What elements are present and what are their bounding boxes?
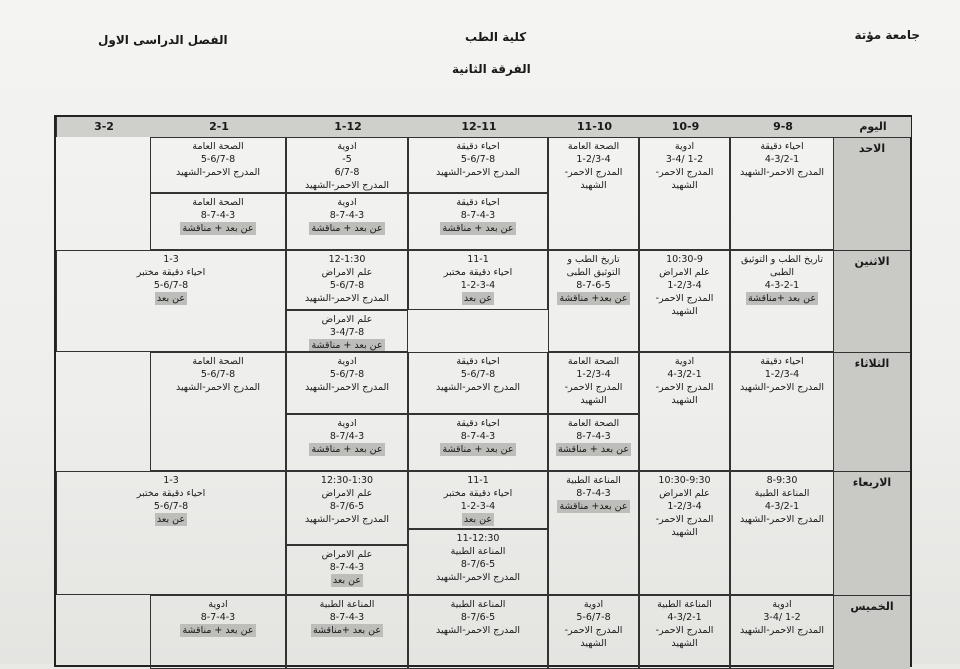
cell-line: المناعة الطبية [754, 488, 810, 499]
cell-line: الصحة العامة [192, 141, 244, 152]
column-header: 11-10 [548, 117, 640, 137]
cell-line: 1-2 /3-4 [665, 154, 704, 165]
cell-line: المدرج الاحمر-الشهيد [435, 382, 521, 393]
day-label: الثلاثاء [834, 352, 910, 471]
cell-line: المدرج الاحمر-الشهيد [304, 514, 390, 525]
cell-line: عن بعد [463, 293, 493, 304]
cell-line: ادوية [772, 599, 792, 610]
cell-line: 8-7-4-3 [329, 210, 365, 221]
cell-line: عن بعد + مناقشة [311, 340, 383, 351]
cell-line: المدرج الاحمر- [655, 382, 714, 393]
schedule-cell [548, 137, 639, 250]
cell-line: 1-2/3-4 [576, 369, 611, 380]
schedule-cell [286, 545, 408, 595]
cell-line: احياء دقيقة [456, 141, 500, 152]
schedule-cell [639, 471, 730, 595]
schedule-cell [639, 137, 730, 250]
schedule-cell [286, 193, 408, 250]
cell-line: المدرج الاحمر-الشهيد [739, 625, 825, 636]
schedule-cell [408, 595, 548, 669]
cell-line: المدرج الاحمر-الشهيد [304, 180, 390, 191]
schedule-cell [56, 471, 286, 595]
cell-line: المدرج الاحمر-الشهيد [739, 167, 825, 178]
year-label: الفرقة الثانية [452, 62, 531, 76]
cell-line: الطبى [769, 267, 795, 278]
column-header: اليوم [834, 117, 911, 137]
cell-line: 8-7/4-3 [329, 431, 365, 442]
cell-line: احياء دقيقة [456, 356, 500, 367]
cell-line: 8-7/6-5 [460, 559, 496, 570]
cell-line: 4-3/2-1 [764, 501, 800, 512]
column-header: 2-1 [150, 117, 287, 137]
schedule-cell [408, 137, 548, 193]
cell-line: علم الامراض [321, 549, 373, 560]
cell-line: عن بعد + مناقشة [442, 223, 514, 234]
semester-label: الفصل الدراسى الاول [98, 33, 228, 47]
cell-line: 4-3-2-1 [764, 280, 800, 291]
cell-line: المناعة الطبية [450, 599, 506, 610]
cell-line: 1-3 [163, 475, 179, 486]
cell-line: عن بعد + مناقشة [557, 444, 630, 455]
cell-line: 11-1 [467, 254, 489, 265]
cell-line: 8-7-4-3 [576, 431, 611, 442]
cell-line: المدرج الاحمر- [564, 382, 623, 393]
cell-line: 5-6/7-8 [329, 280, 365, 291]
schedule-cell [639, 595, 730, 669]
cell-line: الشهيد [580, 638, 607, 649]
schedule-cell [639, 352, 730, 471]
cell-line: 5-6/7-8 [576, 612, 611, 623]
cell-line: عن بعد+ مناقشة [559, 293, 628, 304]
cell-line: 4-3/2-1 [764, 154, 800, 165]
schedule-cell [286, 414, 408, 471]
cell-line: المناعة الطبية [657, 599, 712, 610]
cell-line: الصحة العامة [567, 418, 620, 429]
schedule-cell [286, 137, 408, 193]
schedule-cell [548, 471, 639, 595]
cell-line: ادوية [583, 599, 604, 610]
cell-line: احياء دقيقة مختبر [136, 267, 206, 278]
schedule-cell [150, 137, 286, 193]
schedule-cell [286, 250, 408, 310]
cell-line: 10:30-9:30 [658, 475, 711, 486]
schedule-cell [730, 595, 834, 669]
cell-line: عن بعد + مناقشة [182, 625, 254, 636]
cell-line: الشهيد [580, 395, 607, 406]
cell-line: المدرج الاحمر-الشهيد [175, 382, 261, 393]
cell-line: ادوية [674, 356, 695, 367]
day-label: الخميس [834, 595, 910, 669]
cell-line: المدرج الاحمر- [655, 625, 714, 636]
cell-line: المدرج الاحمر-الشهيد [435, 572, 521, 583]
schedule-cell [150, 352, 286, 471]
cell-line: احياء دقيقة مختبر [443, 267, 513, 278]
cell-line: الشهيد [671, 395, 698, 406]
schedule-cell [286, 471, 408, 545]
faculty-name: كلية الطب [465, 30, 527, 44]
schedule-cell [408, 250, 548, 310]
cell-line: علم الامراض [321, 267, 373, 278]
cell-line: المدرج الاحمر-الشهيد [739, 514, 825, 525]
cell-line: التوثيق الطبى [566, 267, 621, 278]
cell-line: 8-7-4-3 [460, 210, 496, 221]
cell-line: تاريخ الطب و [567, 254, 620, 265]
cell-line: الشهيد [671, 180, 698, 191]
cell-line: الصحة العامة [567, 141, 620, 152]
schedule-cell [730, 137, 834, 250]
cell-line: 1-2/3-4 [667, 280, 702, 291]
schedule-cell [548, 352, 639, 414]
cell-line: 10:30-9 [666, 254, 703, 265]
cell-line: 5-6/7-8 [329, 369, 365, 380]
schedule-cell [639, 250, 730, 352]
schedule-cell [56, 250, 286, 352]
cell-line: 4-3/2-1 [667, 612, 702, 623]
day-label: الاربعاء [834, 471, 910, 595]
cell-line: ادوية [337, 418, 357, 429]
cell-line: احياء دقيقة [760, 141, 804, 152]
cell-line: علم الامراض [321, 488, 373, 499]
cell-line: المناعة الطبية [319, 599, 375, 610]
schedule-cell [408, 193, 548, 250]
column-header: 1-12 [286, 117, 409, 137]
cell-line: 8-7/6-5 [460, 612, 496, 623]
cell-line: عن بعد [156, 514, 186, 525]
cell-line: المناعة الطبية [450, 546, 506, 557]
cell-line: احياء دقيقة مختبر [136, 488, 206, 499]
cell-line: المدرج الاحمر- [564, 625, 623, 636]
cell-line: عن بعد [156, 293, 186, 304]
cell-line: المدرج الاحمر-الشهيد [435, 625, 521, 636]
cell-line: المدرج الاحمر-الشهيد [175, 167, 261, 178]
schedule-cell [730, 471, 834, 595]
cell-line: 8-7/6-5 [329, 501, 365, 512]
cell-line: الشهيد [580, 180, 607, 191]
cell-line: 8-7-4-3 [200, 612, 236, 623]
cell-line: عن بعد [463, 514, 493, 525]
cell-line: 1-2 /3-4 [763, 612, 801, 623]
cell-line: 3-4/7-8 [329, 327, 365, 338]
cell-line: 8-7-4-3 [200, 210, 236, 221]
cell-line: احياء دقيقة مختبر [443, 488, 513, 499]
cell-line: المدرج الاحمر-الشهيد [304, 293, 390, 304]
schedule-table [54, 115, 912, 667]
schedule-cell [408, 529, 548, 595]
cell-line: علم الامراض [321, 314, 373, 325]
cell-line: الصحة العامة [567, 356, 620, 367]
cell-line: علم الامراض [659, 488, 710, 499]
cell-line: 5-6/7-8 [200, 369, 236, 380]
cell-line: المدرج الاحمر-الشهيد [435, 167, 521, 178]
cell-line: المدرج الاحمر- [655, 167, 714, 178]
schedule-cell [730, 352, 834, 471]
schedule-cell [150, 595, 286, 669]
cell-line: 1-3 [163, 254, 179, 265]
cell-line: ادوية [337, 356, 357, 367]
cell-line: 4-3/2-1 [667, 369, 702, 380]
cell-line: 5- [342, 154, 352, 165]
cell-line: احياء دقيقة [456, 418, 500, 429]
cell-line: عن بعد + مناقشة [311, 223, 383, 234]
cell-line: 1-2/3-4 [576, 154, 611, 165]
schedule-cell [286, 310, 408, 352]
schedule-cell [150, 193, 286, 250]
cell-line: الشهيد [671, 638, 698, 649]
cell-line: الشهيد [671, 306, 698, 317]
column-header: 3-2 [56, 117, 151, 137]
cell-line: 8-7-4-3 [329, 562, 365, 573]
cell-line: 1-2/3-4 [667, 501, 702, 512]
cell-line: 12-1:30 [328, 254, 366, 265]
cell-line: 8-7-6-5 [576, 280, 611, 291]
cell-line: المدرج الاحمر- [655, 514, 714, 525]
cell-line: 11-12:30 [456, 533, 500, 544]
cell-line: المناعة الطبية [566, 475, 621, 486]
cell-line: المدرج الاحمر- [655, 293, 714, 304]
cell-line: تاريخ الطب و التوثيق [741, 254, 823, 265]
day-label: الاثنين [834, 250, 910, 352]
cell-line: عن بعد +مناقشة [312, 625, 382, 636]
cell-line: 5-6/7-8 [153, 280, 189, 291]
schedule-cell [408, 352, 548, 414]
university-name: جامعة مؤتة [854, 28, 920, 42]
cell-line: 5-6/7-8 [153, 501, 189, 512]
cell-line: 5-6/7-8 [200, 154, 236, 165]
cell-line: عن بعد+ مناقشة [559, 501, 628, 512]
schedule-cell [408, 471, 548, 529]
cell-line: عن بعد [332, 575, 362, 586]
cell-line: الشهيد [671, 527, 698, 538]
cell-line: احياء دقيقة [760, 356, 804, 367]
cell-line: 5-6/7-8 [460, 369, 496, 380]
column-header: 10-9 [639, 117, 731, 137]
cell-line: 1-2-3-4 [460, 501, 496, 512]
cell-line: 8-7-4-3 [329, 612, 365, 623]
cell-line: الصحة العامة [192, 356, 244, 367]
schedule-cell [286, 352, 408, 414]
schedule-cell [548, 595, 639, 669]
cell-line: عن بعد + مناقشة [182, 223, 254, 234]
cell-line: 8-9:30 [766, 475, 798, 486]
cell-line: 11-1 [467, 475, 489, 486]
cell-line: المدرج الاحمر-الشهيد [739, 382, 825, 393]
schedule-cell [730, 250, 834, 352]
cell-line: ادوية [337, 197, 357, 208]
cell-line: ادوية [208, 599, 228, 610]
cell-line: الصحة العامة [192, 197, 244, 208]
cell-line: علم الامراض [659, 267, 710, 278]
cell-line: عن بعد + مناقشة [442, 444, 514, 455]
schedule-cell [548, 414, 639, 471]
cell-line: عن بعد + مناقشة [311, 444, 383, 455]
cell-line: احياء دقيقة [456, 197, 500, 208]
cell-line: 8-7-4-3 [460, 431, 496, 442]
schedule-cell [548, 250, 639, 352]
column-header: 9-8 [730, 117, 835, 137]
schedule-cell [286, 595, 408, 669]
cell-line: 1-2-3-4 [460, 280, 496, 291]
cell-line: 6/7-8 [334, 167, 360, 178]
cell-line: 12:30-1:30 [320, 475, 374, 486]
cell-line: ادوية [337, 141, 357, 152]
cell-line: عن بعد +مناقشة [747, 293, 817, 304]
cell-line: 8-7-4-3 [576, 488, 611, 499]
cell-line: 1-2/3-4 [764, 369, 800, 380]
schedule-cell [408, 414, 548, 471]
cell-line: المدرج الاحمر- [564, 167, 623, 178]
cell-line: ادوية [674, 141, 695, 152]
cell-line: المدرج الاحمر-الشهيد [304, 382, 390, 393]
cell-line: 5-6/7-8 [460, 154, 496, 165]
column-header: 12-11 [408, 117, 549, 137]
day-label: الاحد [834, 137, 910, 250]
